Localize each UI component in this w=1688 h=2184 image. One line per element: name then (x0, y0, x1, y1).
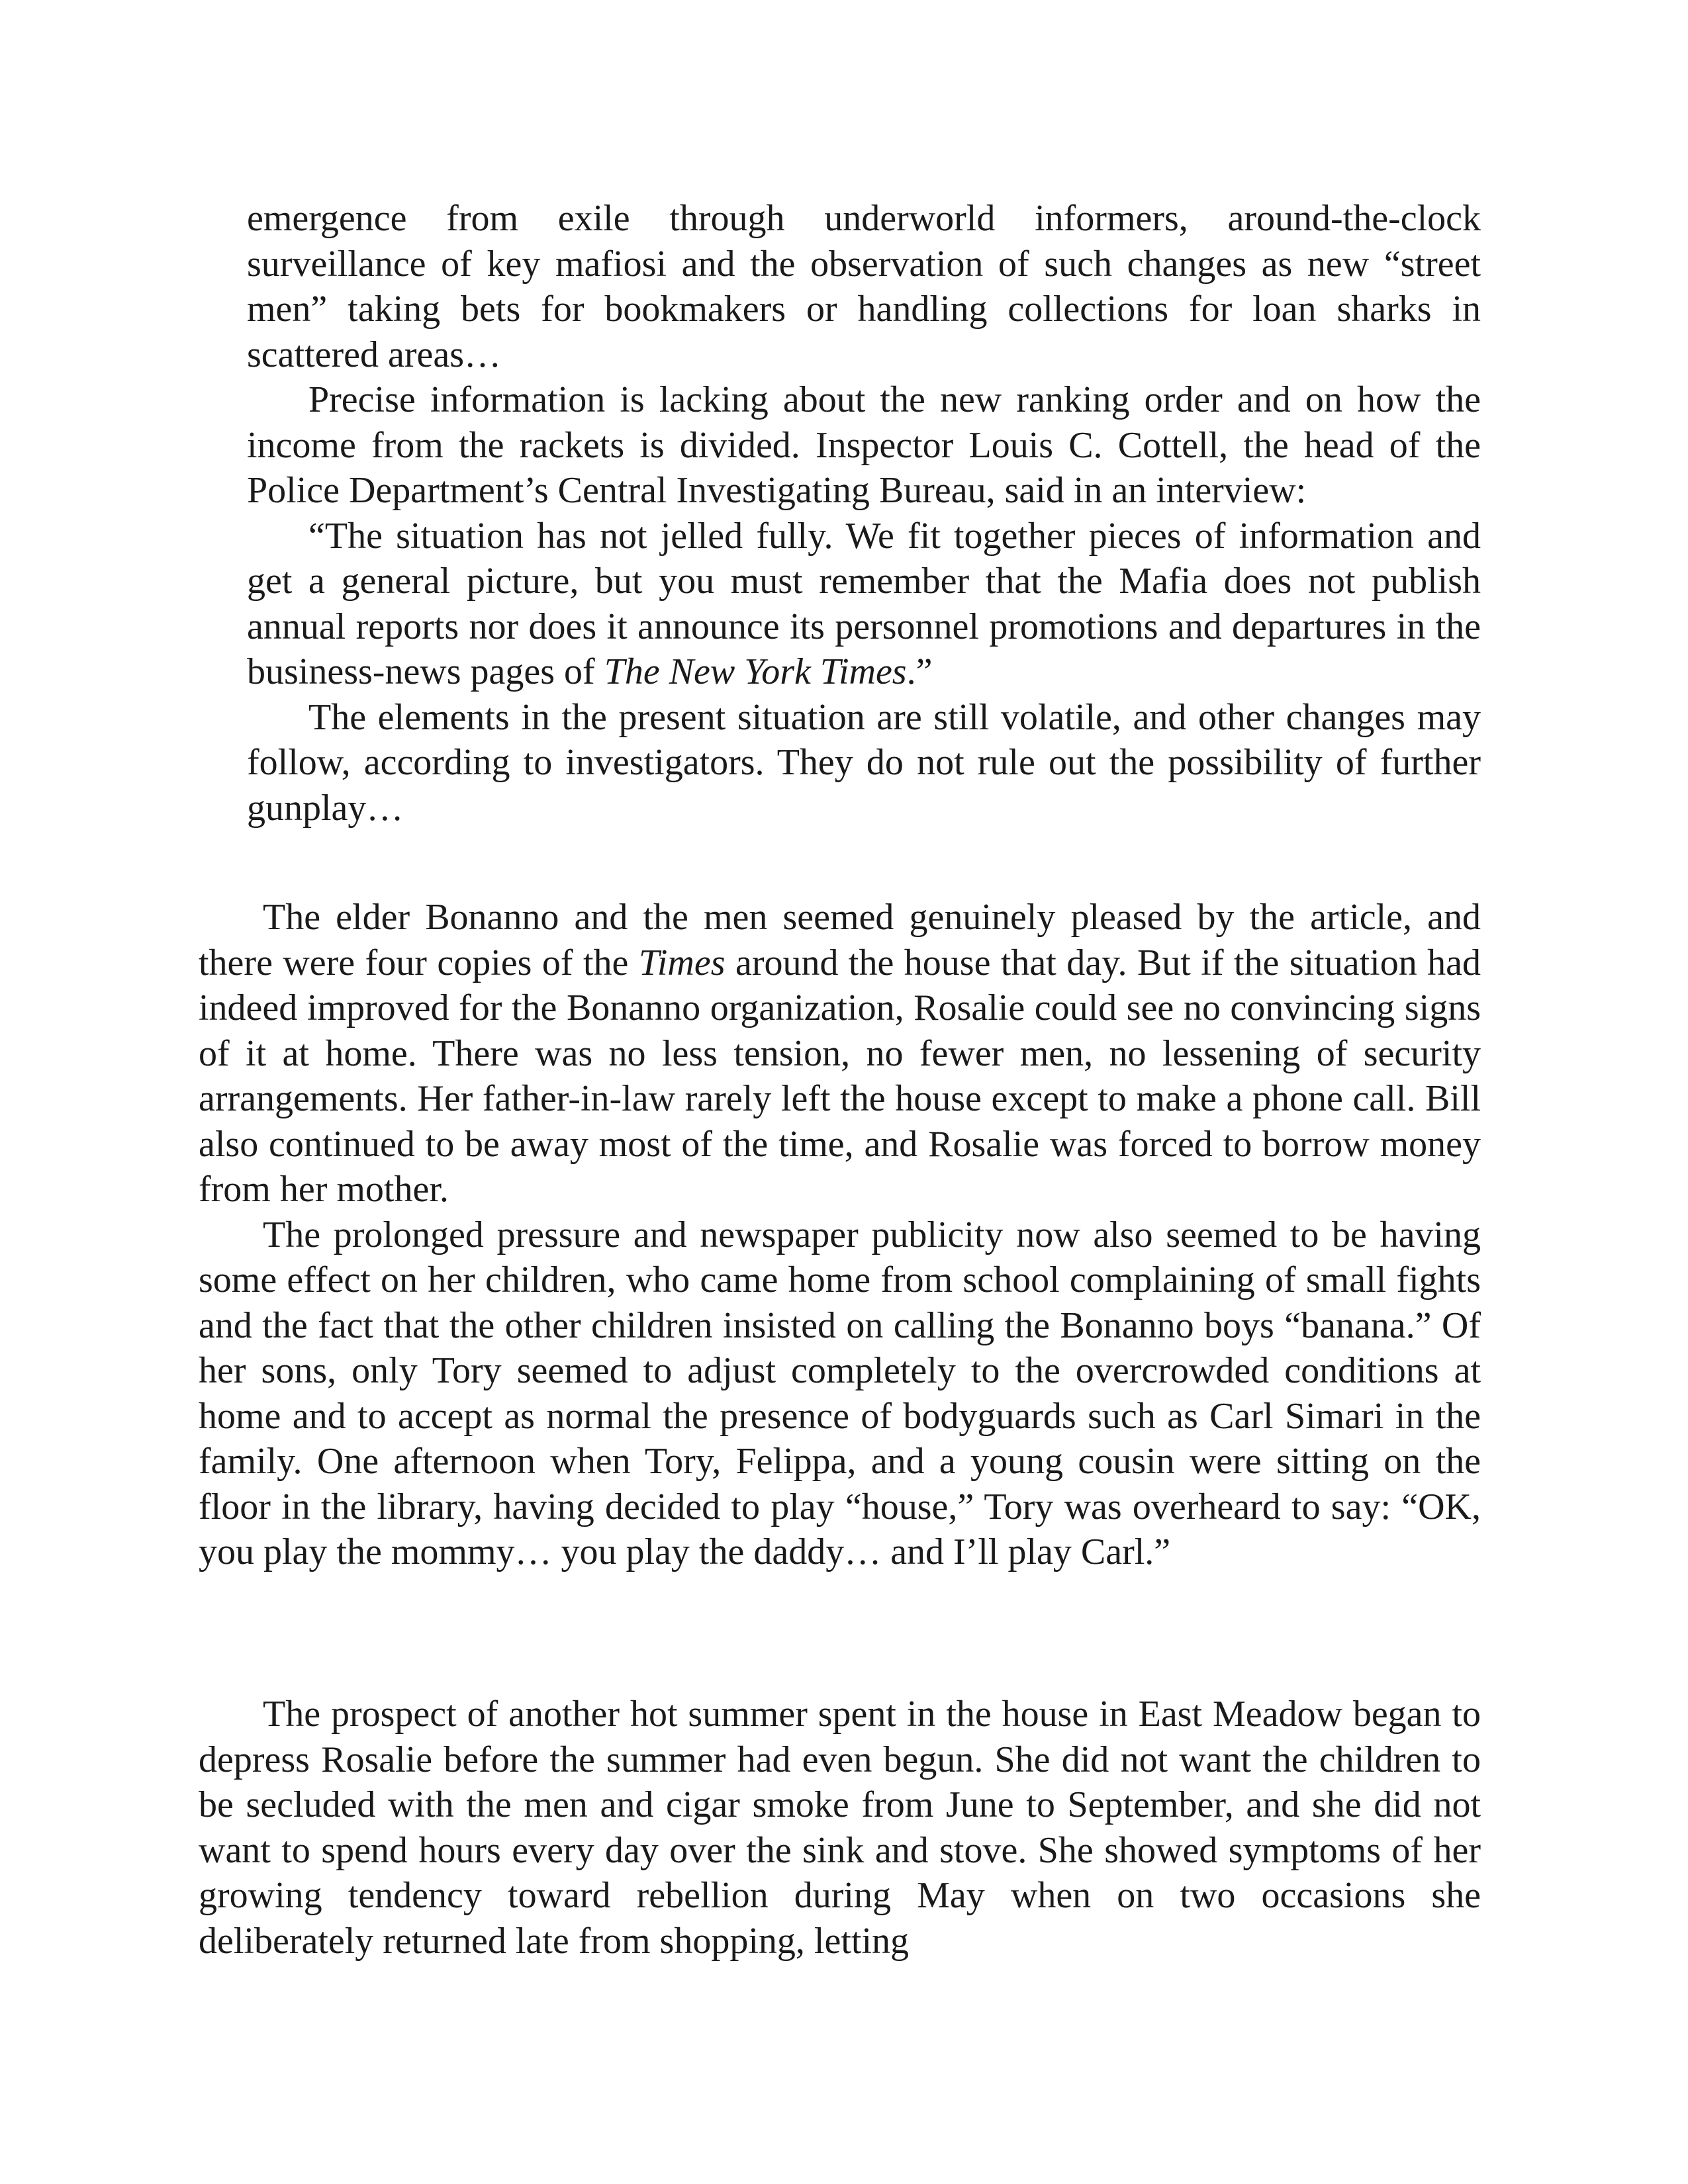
quote-paragraph-1: emergence from exile through underworld informers, around-the-clock surveillance of key mafiosi and the observation of such changes as new “street men” taking bets for bookmakers or handling collections for loan sharks in scattered areas… (247, 198, 1481, 375)
quote-paragraph-3-text: “The situation has not jelled fully. We fit together pieces of information and get a general picture, but you must remember that the Mafia does not publish annual reports nor does it announce its personnel promotions and departures in the business-news pages of (247, 515, 1481, 692)
body-paragraph-1 (199, 895, 1481, 1212)
quote-paragraph-3 (247, 514, 1481, 695)
body-paragraph-3: The prospect of another hot summer spent in the house in East Meadow began to depress Rosalie before the summer had even begun. She did not want the children to be secluded with the men and cigar smoke from June to September, and she did not want to spend hours every day over the sink and stove. She showed symptoms of her growing tendency toward rebellion during May when on two occasions she deliberately returned late from shopping, letting (199, 1694, 1481, 1962)
body-paragraph-1-rest: around the house that day. But if the situation had indeed improved for the Bonanno organization, Rosalie could see no convincing signs of it at home. There was no less tension, no fewer men, no lessening of security arrangements. Her father-in-law rarely left the house except to make a phone call. Bill also continued to be away most of the time, and Rosalie was forced to borrow money from her mother. (199, 942, 1481, 1210)
body-paragraph-2: The prolonged pressure and newspaper publicity now also seemed to be having some effect on her children, who came home from school complaining of small fights and the fact that the other children insisted on calling the Bonanno boys “banana.” Of her sons, only Tory seemed to adjust completely to the overcrowded conditions at home and to accept as normal the presence of bodyguards such as Carl Simari in the family. One afternoon when Tory, Felippa, and a young cousin were sitting on the floor in the library, having decided to play “house,” Tory was overheard to say: “OK, you play the mommy… you play the daddy… and I’ll play Carl.” (199, 1214, 1481, 1572)
section-two (199, 895, 1481, 1575)
newspaper-short-title: Times (638, 942, 726, 983)
newspaper-title: The New York Times (604, 651, 907, 692)
section-three (199, 1692, 1481, 1964)
quote-paragraph-4: The elements in the present situation are still volatile, and other changes may follow, according to investigators. They do not rule out the possibility of further gunplay… (247, 696, 1481, 829)
body-paragraph-1-text: The elder Bonanno and the men seemed genuinely pleased by the article, and there were four copies of the (199, 897, 1481, 983)
quote-paragraph-2: Precise information is lacking about the new ranking order and on how the income from the rackets is divided. Inspector Louis C. Cottell, the head of the Police Department’s Central Investigating Bureau, said in an interview: (247, 379, 1481, 511)
quote-paragraph-3-end: .” (906, 651, 933, 692)
block-quote (247, 196, 1481, 831)
